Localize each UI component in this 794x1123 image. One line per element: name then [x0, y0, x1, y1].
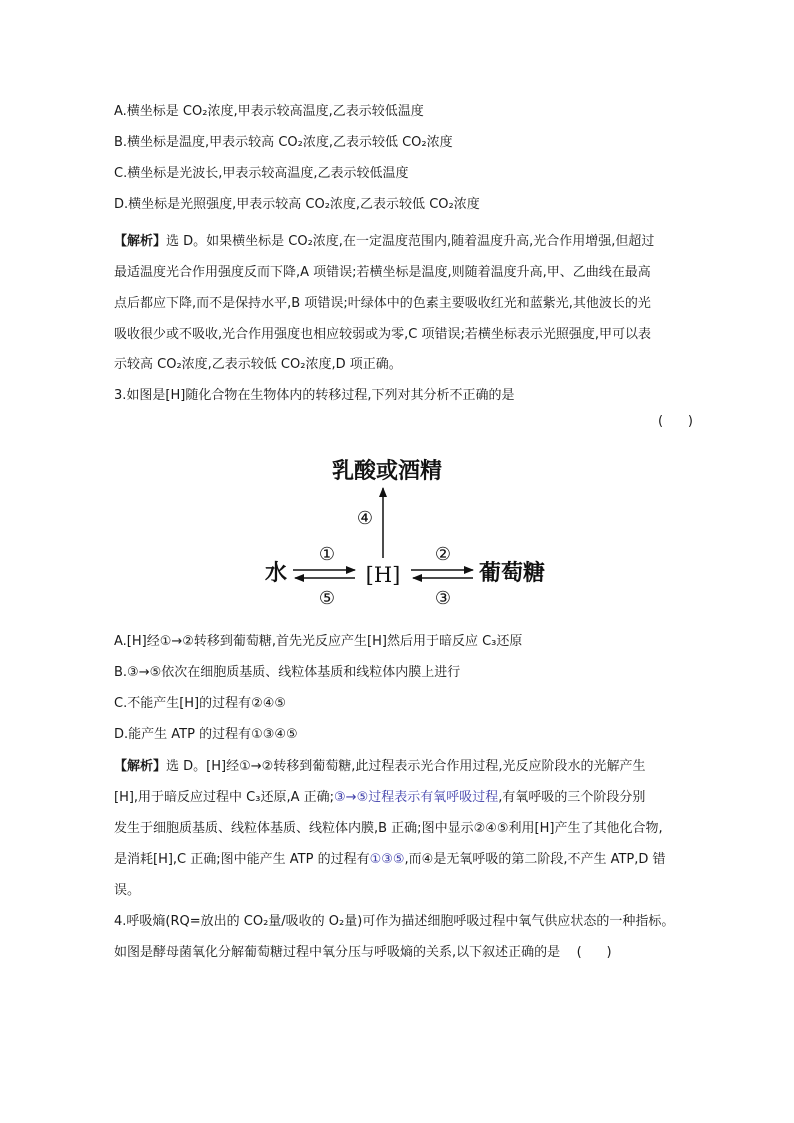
q3-option-c: C.不能产生[H]的过程有②④⑤ [114, 696, 287, 711]
q3-option-b: B.③→⑤依次在细胞质基质、线粒体基质和线粒体内膜上进行 [114, 665, 461, 680]
q4-stem-line-2: 如图是酵母菌氧化分解葡萄糖过程中氧分压与呼吸熵的关系,以下叙述正确的是 ( ) [114, 945, 612, 960]
q2-analysis-line-4: 吸收很少或不吸收,光合作用强度也相应较弱或为零,C 项错误;若横坐标表示光照强度,甲可以表 [114, 327, 651, 342]
q2-option-a: A.横坐标是 CO₂浓度,甲表示较高温度,乙表示较低温度 [114, 104, 424, 119]
q2-analysis-line-2: 最适温度光合作用强度反而下降,A 项错误;若横坐标是温度,则随着温度升高,甲、乙曲线在最高 [114, 265, 651, 280]
process-4: ④ [356, 508, 374, 529]
q4-answer-blank: ( ) [576, 945, 612, 960]
q2-option-d: D.横坐标是光照强度,甲表示较高 CO₂浓度,乙表示较低 CO₂浓度 [114, 197, 480, 212]
q3-answer-blank: ( ) [658, 414, 693, 429]
label-lactic-acid-or-alcohol: 乳酸或酒精 [331, 458, 443, 484]
process-3: ③ [434, 588, 452, 609]
highlight-aerobic: ③→⑤过程表示有氧呼吸过程 [334, 790, 499, 805]
q3-analysis-line-4: 是消耗[H],C 正确;图中能产生 ATP 的过程有①③⑤,而④是无氧呼吸的第二阶段,不产生 ATP,D 错 [114, 852, 666, 867]
q2-analysis-line-5: 示较高 CO₂浓度,乙表示较低 CO₂浓度,D 项正确。 [114, 357, 402, 372]
q3-analysis-line-1: 【解析】选 D。[H]经①→②转移到葡萄糖,此过程表示光合作用过程,光反应阶段水的光解产生 [114, 759, 646, 774]
q3-stem: 3.如图是[H]随化合物在生物体内的转移过程,下列对其分析不正确的是 [114, 388, 515, 403]
analysis-tag: 【解析】 [114, 759, 167, 774]
process-1: ① [318, 544, 336, 565]
process-5: ⑤ [318, 588, 336, 609]
q2-analysis-line-3: 点后都应下降,而不是保持水平,B 项错误;叶绿体中的色素主要吸收红光和蓝紫光,其他波长的光 [114, 296, 651, 311]
q3-analysis-line-5: 误。 [114, 883, 141, 898]
q3-analysis-line-2: [H],用于暗反应过程中 C₃还原,A 正确;③→⑤过程表示有氧呼吸过程,有氧呼吸的三个阶段分别 [114, 790, 646, 805]
q3-analysis-line-3: 发生于细胞质基质、线粒体基质、线粒体内膜,B 正确;图中显示②④⑤利用[H]产生了其他化合物, [114, 821, 663, 836]
analysis-tag: 【解析】 [114, 234, 167, 249]
q3-option-a: A.[H]经①→②转移到葡萄糖,首先光反应产生[H]然后用于暗反应 C₃还原 [114, 634, 523, 649]
q2-analysis-line-1: 【解析】选 D。如果横坐标是 CO₂浓度,在一定温度范围内,随着温度升高,光合作用增强,但超过 [114, 234, 655, 249]
label-hydrogen: [H] [365, 563, 401, 587]
q2-option-b: B.横坐标是温度,甲表示较高 CO₂浓度,乙表示较低 CO₂浓度 [114, 135, 453, 150]
process-2: ② [434, 544, 452, 565]
label-glucose: 葡萄糖 [479, 560, 546, 586]
hydrogen-transfer-diagram [255, 452, 555, 612]
q4-stem-line-1: 4.呼吸熵(RQ=放出的 CO₂量/吸收的 O₂量)可作为描述细胞呼吸过程中氧气供应状态的一种指标。 [114, 914, 675, 929]
q2-option-c: C.横坐标是光波长,甲表示较高温度,乙表示较低温度 [114, 166, 409, 181]
q3-option-d: D.能产生 ATP 的过程有①③④⑤ [114, 727, 298, 742]
highlight-atp-processes: ①③⑤ [369, 852, 405, 867]
label-water: 水 [265, 560, 288, 586]
